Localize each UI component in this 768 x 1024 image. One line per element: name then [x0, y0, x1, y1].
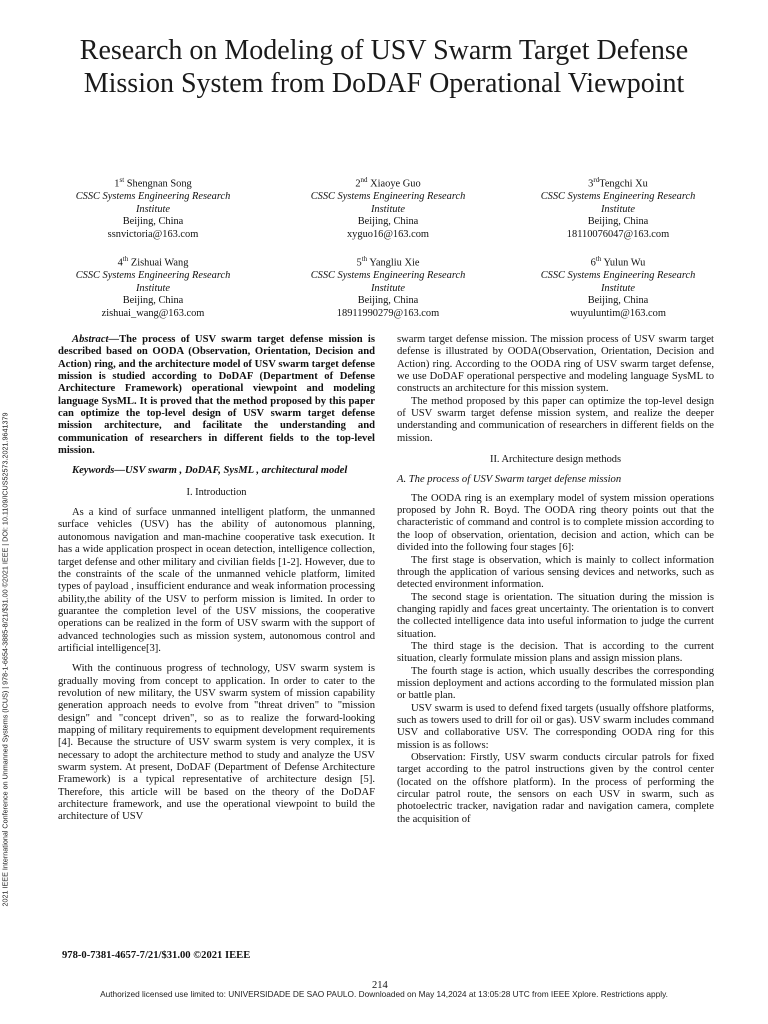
author-block-6 — [518, 253, 718, 320]
author-ordinal: 2 — [355, 178, 361, 190]
author-block-1 — [53, 174, 253, 241]
author-location: Beijing, China — [357, 216, 419, 228]
author-email[interactable]: 18911990279@163.com — [336, 307, 440, 319]
right-column — [397, 334, 714, 826]
abstract-label: Abstract— — [72, 334, 120, 345]
author-affiliation: CSSC Systems Engineering Research — [540, 270, 696, 282]
intro-paragraph-1: As a kind of surface unmanned intelligent platform, the unmanned surface vehicles (USV) has the ability of autonomous planning, autonomous navigation and man-machine cooperative task execution. It has a wide application prospect in ocean detection, intelligence collection, target defense and other military and civilian fields [1-2]. However, due to the constraints of the scale of the unmanned vehicle platform, limited types of payload , insufficient endurance and weak information processing ability,the ability of the USV to perform mission is limited. In order to guarantee the completion level of the USV missions, the cooperative operations can be realized in the form of USV swarm with the support of advanced technologies such as mission system, autonomous control and artificial intelligence[3]. — [58, 507, 375, 654]
keywords-label: Keywords— — [72, 465, 125, 477]
author-location: Beijing, China — [587, 295, 649, 307]
author-affiliation-line2: Institute — [370, 203, 406, 215]
author-affiliation: CSSC Systems Engineering Research — [540, 191, 696, 203]
section-heading-architecture: II. Architecture design methods — [490, 454, 621, 466]
section-heading-introduction: I. Introduction — [186, 486, 247, 498]
author-email[interactable]: xyguo16@163.com — [346, 228, 429, 240]
author-location: Beijing, China — [357, 295, 419, 307]
author-affiliation-line2: Institute — [370, 282, 406, 294]
author-location: Beijing, China — [122, 295, 184, 307]
conference-side-note: 2021 IEEE International Conference on Unmanned Systems (ICUS) | 978-1-6654-3885-8/21/$31.00 ©2021 IEEE | DOI: 10.1109/ICUS52573.2021.9641379 — [0, 412, 10, 907]
author-ordinal-suffix: st — [119, 176, 125, 184]
author-ordinal: 1 — [114, 178, 120, 190]
abstract-text: The process of USV swarm target defense mission is described based on OODA (Observation, Orientation, Decision and Action) ring, and the architecture model of USV swarm target defense mission is studied according to DoDAF (Department of Defense Architecture Framework) operational viewpoint and modeling language SysML. It is proved that the method proposed by this paper can optimize the top-level design of USV swarm target defense mission architecture, and facilitate the understanding and communication of researchers in different fields to the top-level mission. — [58, 334, 375, 457]
keywords — [58, 465, 375, 477]
author-name: Yulun Wu — [603, 257, 646, 269]
author-ordinal-suffix: th — [595, 255, 602, 263]
ooda-paragraph-2: The first stage is observation, which is mainly to collect information through the application of various sensing devices and networks, such as detected environment information. — [397, 554, 714, 591]
author-ordinal-suffix: th — [122, 255, 129, 263]
isbn-line: 978-0-7381-4657-7/21/$31.00 ©2021 IEEE — [62, 950, 251, 961]
right-paragraph-2: The method proposed by this paper can optimize the top-level design of USV swarm target defense mission system, and realize the deeper understanding and communication of researchers in different fields on the mission. — [397, 395, 714, 444]
author-name: Shengnan Song — [126, 178, 192, 190]
author-affiliation: CSSC Systems Engineering Research — [75, 270, 231, 282]
ooda-paragraph-6: USV swarm is used to defend fixed targets (usually offshore platforms, such as towers used to drill for oil or gas). USV swarm includes command USV and collaborative USV. The corresponding OODA ring for this mission is as follows: — [397, 702, 714, 751]
author-ordinal-suffix: rd — [593, 176, 600, 184]
author-name: Zishuai Wang — [130, 257, 189, 269]
paper-title: Research on Modeling of USV Swarm Target Defense Mission System from DoDAF Operational Viewpoint — [79, 35, 689, 99]
author-affiliation: CSSC Systems Engineering Research — [310, 191, 466, 203]
ooda-paragraph-3: The second stage is orientation. The situation during the mission is changing rapidly and faces great uncertainty. The orientation is to convert the collected intelligence data into useful information to judge the current situation. — [397, 591, 714, 640]
author-affiliation-line2: Institute — [135, 282, 171, 294]
author-name: Tengchi Xu — [599, 178, 648, 190]
right-paragraph-1: swarm target defense mission. The mission process of USV swarm target defense is illustrated by OODA(Observation, Orientation, Decision and Action) ring. According to the OODA ring of USV swarm target defense, we use DoDAF operational perspective and modeling language SysML to constructs an architecture for this mission system. — [397, 334, 714, 395]
author-ordinal-suffix: nd — [360, 176, 368, 184]
author-affiliation-line2: Institute — [600, 203, 636, 215]
author-affiliation-line2: Institute — [600, 282, 636, 294]
license-footer: Authorized licensed use limited to: UNIVERSIDADE DE SAO PAULO. Downloaded on May 14,2024 at 13:05:28 UTC from IEEE Xplore. Restrictions apply. — [100, 989, 668, 999]
page-number: 214 — [372, 980, 388, 991]
keywords-text: USV swarm , DoDAF, SysML , architectural model — [124, 465, 348, 477]
author-name: Xiaoye Guo — [370, 178, 421, 190]
author-location: Beijing, China — [122, 216, 184, 228]
author-ordinal: 5 — [356, 257, 362, 269]
author-affiliation-line2: Institute — [135, 203, 171, 215]
author-ordinal: 4 — [117, 257, 123, 269]
ooda-paragraph-4: The third stage is the decision. That is according to the current situation, clearly formulate mission plans and assign mission plans. — [397, 640, 714, 665]
author-ordinal: 6 — [590, 257, 596, 269]
ooda-paragraph-1: The OODA ring is an exemplary model of system mission operations proposed by John R. Boyd. The OODA ring theory points out that the characteristic of command and control is to complete mission according to the loop of observation, orientation, decision and action, which can be divided into the following four stages [6]: — [397, 492, 714, 554]
author-name: Yangliu Xie — [369, 257, 420, 269]
ooda-paragraph-7: Observation: Firstly, USV swarm conducts circular patrols for fixed target according to the patrol instructions given by the control center (located on the offshore platform). In the process of performing the circular patrol route, the sensors on each USV in swarm, such as photoelectric tracker, navigation radar and navigation camera, complete the acquisition of — [397, 752, 714, 825]
author-affiliation: CSSC Systems Engineering Research — [75, 191, 231, 203]
intro-paragraph-2: With the continuous progress of technology, USV swarm system is gradually moving from concept to application. In order to cater to the revolution of new military, the USV swarm system of mission capability generation approach needs to evolve from "threat driven" to "mission design" and "concept driven", so as to realize the forward-looking mapping of military requirements to equipment development requirements [4]. Because the structure of USV swarm system is very complex, it is necessary to adopt the architecture method to study and analyze the USV swarm system. At present, DoDAF (Department of Defense Architecture Framework) is a typical representative of architecture design [5]. Therefore, this article will be based on the theory of the DoDAF architecture framework, and use the operational viewpoint to build the architecture of USV — [58, 663, 375, 823]
abstract — [58, 334, 375, 457]
author-email[interactable]: wuyuluntim@163.com — [570, 307, 666, 319]
author-location: Beijing, China — [587, 216, 649, 228]
author-block-3 — [518, 174, 718, 241]
author-block-5 — [288, 253, 488, 320]
author-affiliation: CSSC Systems Engineering Research — [310, 270, 466, 282]
author-block-2 — [288, 174, 488, 241]
author-block-4 — [53, 253, 253, 320]
ooda-paragraph-5: The fourth stage is action, which usually describes the corresponding mission deployment and actions according to the formulated mission plan or battle plan. — [397, 665, 714, 702]
author-ordinal-suffix: th — [361, 255, 368, 263]
author-email[interactable]: zishuai_wang@163.com — [101, 307, 205, 319]
author-ordinal: 3 — [588, 178, 594, 190]
subsection-heading-process: A. The process of USV Swarm target defense mission — [397, 474, 622, 486]
left-column — [58, 334, 375, 824]
author-email[interactable]: ssnvictoria@163.com — [107, 228, 199, 240]
author-email[interactable]: 18110076047@163.com — [566, 228, 670, 240]
